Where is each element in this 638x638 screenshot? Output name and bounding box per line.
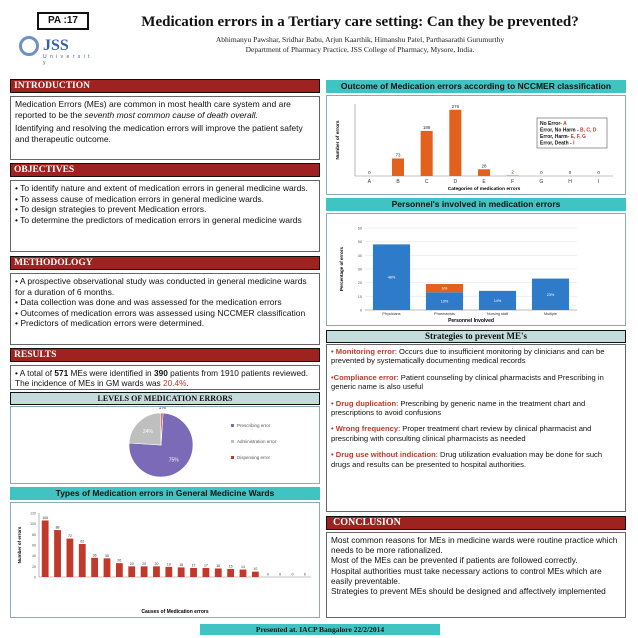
method-item: • A prospective observational study was conducted in general medicine wards for a duration of 6 months. xyxy=(15,276,307,297)
tick-label: I xyxy=(597,179,600,185)
data-label: 36 xyxy=(92,553,97,558)
tick-label: 50 xyxy=(357,240,362,245)
bar xyxy=(116,563,123,577)
count-patients: 390 xyxy=(153,368,168,378)
poster-title: Medication errors in a Tertiary care setting: Can they be prevented? xyxy=(141,14,579,30)
data-label: 24% xyxy=(142,429,153,436)
data-label: 26 xyxy=(117,558,122,563)
nccmer-legend xyxy=(537,118,607,148)
data-label: 17 xyxy=(203,563,208,568)
tick-label: C xyxy=(424,179,429,185)
data-label: 28 xyxy=(481,163,487,169)
intro-paragraph-1: Medication Errors (MEs) are common in most health care system and are reported to be the seventh most common cause of death overall. xyxy=(15,99,291,120)
data-label: 72 xyxy=(67,534,72,539)
legend-entry: Error, No Harm - B, C, D xyxy=(540,127,597,134)
nccmer-bar-chart xyxy=(327,96,625,194)
levels-pie-panel xyxy=(10,406,320,484)
bar xyxy=(165,567,172,577)
tick-label: 40 xyxy=(357,253,362,258)
tick-label: 0 xyxy=(34,575,36,580)
types-chart-panel xyxy=(10,502,320,618)
data-label: 0 xyxy=(597,170,600,175)
data-label: 13% xyxy=(440,299,449,304)
bar xyxy=(215,568,222,577)
x-axis-label: Causes of Medication errors xyxy=(141,609,209,615)
x-axis-label: Personnel Involved xyxy=(448,318,494,324)
tick-label: Pharmacists xyxy=(434,312,455,316)
tick-label: F xyxy=(511,179,515,185)
legend-entry: Error, Death - I xyxy=(540,140,575,147)
method-item: • Predictors of medication errors were determined. xyxy=(15,318,205,328)
authors: Abhimanyu Pawshar, Sridhar Babu, Arjun Kaarthik, Himanshu Patel, Parthasarathi Gurumurthy xyxy=(215,35,505,44)
department: Department of Pharmacy Practice, JSS College of Pharmacy, Mysore, India. xyxy=(245,45,475,54)
personnel-chart-heading: Personnel's involved in medication errors xyxy=(326,198,626,211)
bar xyxy=(240,570,247,577)
y-axis-label: Number of errors xyxy=(336,120,341,160)
tick-label: 100 xyxy=(30,522,36,527)
tick-label: G xyxy=(539,179,544,185)
data-label: 18 xyxy=(179,562,184,567)
logo-subtext: U n i v e r s i t y xyxy=(43,54,91,66)
data-label: 6% xyxy=(441,286,448,291)
tick-label: B xyxy=(396,179,400,185)
strategy-item: •Compliance error: Patient counseling by clinical pharmacists and Prescribing in generic name is also useful xyxy=(331,372,604,392)
methodology-box xyxy=(10,273,320,345)
bar xyxy=(392,158,404,176)
introduction-heading: INTRODUCTION xyxy=(10,79,320,93)
data-label: 73 xyxy=(395,152,401,158)
legend-label: Prescribing error xyxy=(237,423,271,428)
results-heading: RESULTS xyxy=(10,348,320,362)
types-bar-chart xyxy=(11,503,319,617)
tick-label: 20 xyxy=(357,281,362,286)
data-label: 20 xyxy=(154,561,159,566)
data-label: 35 xyxy=(105,553,109,558)
bar xyxy=(153,566,160,577)
strategy-item: • Wrong frequency: Proper treatment chart review by clinical pharmacist and prescribing with consulting clinical pharmacists as needed xyxy=(331,424,592,443)
legend-entry: Error, Harm- E, F, G xyxy=(540,134,586,140)
method-item: • Data collection was done and was assessed for the medication errors xyxy=(15,297,282,307)
tick-label: Multiple xyxy=(543,312,558,316)
bar xyxy=(141,566,148,577)
bar xyxy=(67,539,74,577)
data-label: 20 xyxy=(142,561,147,566)
data-label: 106 xyxy=(42,515,49,520)
incidence-value: 20.4% xyxy=(163,378,187,388)
strategy-item: • Monitoring error: Occurs due to insufficient monitoring by clinicians and can be prevented by systematically documenting medical records xyxy=(331,347,605,366)
strategies-heading: Strategies to prevent ME's xyxy=(326,330,626,343)
data-label: 19 xyxy=(166,562,171,567)
tick-label: Physicians xyxy=(382,312,401,316)
y-axis-label: Number of errors xyxy=(17,526,22,564)
data-label: 75% xyxy=(168,457,179,464)
bar xyxy=(42,520,49,577)
logo-text: JSS xyxy=(43,37,69,54)
data-label: 10 xyxy=(253,567,258,572)
data-label: 0 xyxy=(266,572,269,577)
personnel-bar-chart xyxy=(327,214,625,325)
data-label: 14 xyxy=(241,565,245,570)
presentation-footer: Presented at. IACP Bangalore 22/2/2014 xyxy=(200,624,440,635)
university-logo xyxy=(15,34,95,66)
tick-label: 20 xyxy=(32,564,36,569)
objectives-box xyxy=(10,180,320,252)
data-label: 1% xyxy=(158,407,166,412)
x-axis-label: Categories of medication errors xyxy=(447,187,521,192)
data-label: 20 xyxy=(129,561,134,566)
conclusion-box xyxy=(326,532,626,618)
tick-label: 30 xyxy=(357,267,362,272)
y-axis-label: Percentage of errors xyxy=(339,246,344,292)
data-label: 48% xyxy=(387,275,396,280)
bar xyxy=(178,567,185,577)
objective-item: • To identify nature and extent of medication errors in general medicine wards. xyxy=(15,183,308,193)
data-label: 0 xyxy=(303,572,306,577)
bar xyxy=(252,572,259,577)
bar xyxy=(478,169,490,176)
poster-code: PA :17 xyxy=(37,12,89,30)
nccmer-chart-heading: Outcome of Medication errors according to NCCMER classification xyxy=(326,80,626,93)
legend-label: Dispensing error xyxy=(237,455,271,460)
data-label: 23% xyxy=(546,292,555,297)
conclusion-line: Hospital authorities must take necessary actions to control MEs which are easily preventable. xyxy=(331,565,602,586)
strategy-item: • Drug use without indication: Drug utilization evaluation may be done for such drugs and results can be presented to hospital authorities. xyxy=(331,450,603,469)
legend-swatch xyxy=(231,440,234,443)
tick-label: 10 xyxy=(357,294,362,299)
method-item: • Outcomes of medication errors was assessed using NCCMER classification xyxy=(15,307,306,318)
conclusion-heading: CONCLUSION xyxy=(326,516,626,530)
tick-label: 0 xyxy=(359,308,362,313)
data-label: 2 xyxy=(511,169,514,175)
bar xyxy=(203,568,210,577)
intro-paragraph-2: Identifying and resolving the medication errors will improve the patient safety and therapeutic outcome. xyxy=(15,123,303,144)
data-label: 14% xyxy=(493,298,502,303)
levels-heading: LEVELS OF MEDICATION ERRORS xyxy=(10,392,320,405)
logo-ring-icon xyxy=(19,36,39,56)
objective-item: • To determine the predictors of medication errors in general medicine wards xyxy=(15,214,302,225)
data-label: 17 xyxy=(191,563,196,568)
bar xyxy=(91,558,98,577)
conclusion-line: Strategies to prevent MEs should be designed and affectively implemented xyxy=(331,586,606,597)
tick-label: A xyxy=(367,179,372,185)
objective-item: • To assess cause of medication errors in general medicine wards. xyxy=(15,193,264,204)
levels-pie-chart xyxy=(11,407,319,483)
objectives-heading: OBJECTIVES xyxy=(10,163,320,177)
legend-entry: No Error- A xyxy=(540,121,567,127)
bar xyxy=(449,110,461,176)
data-label: 62 xyxy=(80,539,85,544)
tick-label: 80 xyxy=(32,532,36,537)
strategies-box xyxy=(326,344,626,512)
bar xyxy=(190,568,197,577)
data-label: 0 xyxy=(368,170,371,175)
tick-label: Nursing staff xyxy=(486,312,509,316)
legend-swatch xyxy=(231,424,234,427)
legend-swatch xyxy=(231,456,234,459)
types-chart-heading: Types of Medication errors in General Medicine Wards xyxy=(10,487,320,500)
tick-label: 60 xyxy=(357,226,362,231)
nccmer-chart-panel xyxy=(326,95,626,195)
data-label: 15 xyxy=(228,564,233,569)
conclusion-line: Most of the MEs can be prevented if patients are followed correctly. xyxy=(331,555,578,566)
tick-label: 40 xyxy=(32,554,36,559)
data-label: 0 xyxy=(568,170,572,175)
bar xyxy=(227,569,234,577)
tick-label: H xyxy=(568,179,572,185)
bar xyxy=(104,558,111,577)
tick-label: E xyxy=(482,179,486,185)
data-label: 276 xyxy=(451,103,460,109)
bar xyxy=(128,566,135,577)
bar xyxy=(79,544,86,577)
count-mes: 571 xyxy=(54,368,69,378)
data-label: 16 xyxy=(216,563,221,568)
conclusion-line: Most common reasons for MEs in medicine wards were routine practice which needs to be more rationalized. xyxy=(331,535,618,556)
introduction-box xyxy=(10,96,320,160)
data-label: 0 xyxy=(291,572,294,577)
tick-label: D xyxy=(453,179,458,185)
data-label: 188 xyxy=(422,124,431,130)
objective-item: • To design strategies to prevent Medication errors. xyxy=(15,204,207,214)
data-label: 0 xyxy=(540,170,543,175)
legend-label: Administration error xyxy=(237,439,277,444)
strategy-item: • Drug duplication: Prescribing by generic name in the treatment chart and prescriptions to avoid confusions xyxy=(331,398,586,418)
personnel-chart-panel xyxy=(326,213,626,326)
tick-label: 120 xyxy=(30,511,36,516)
methodology-heading: METHODOLOGY xyxy=(10,256,320,270)
bar xyxy=(54,530,61,577)
data-label: 0 xyxy=(279,572,282,577)
tick-label: 60 xyxy=(32,543,36,548)
results-box: • A total of 571 MEs were identified in 390 patients from 1910 patients reviewed. The incidence of MEs in GM wards was 20.4%. xyxy=(10,365,320,390)
data-label: 88 xyxy=(55,525,60,530)
bar xyxy=(421,131,433,176)
